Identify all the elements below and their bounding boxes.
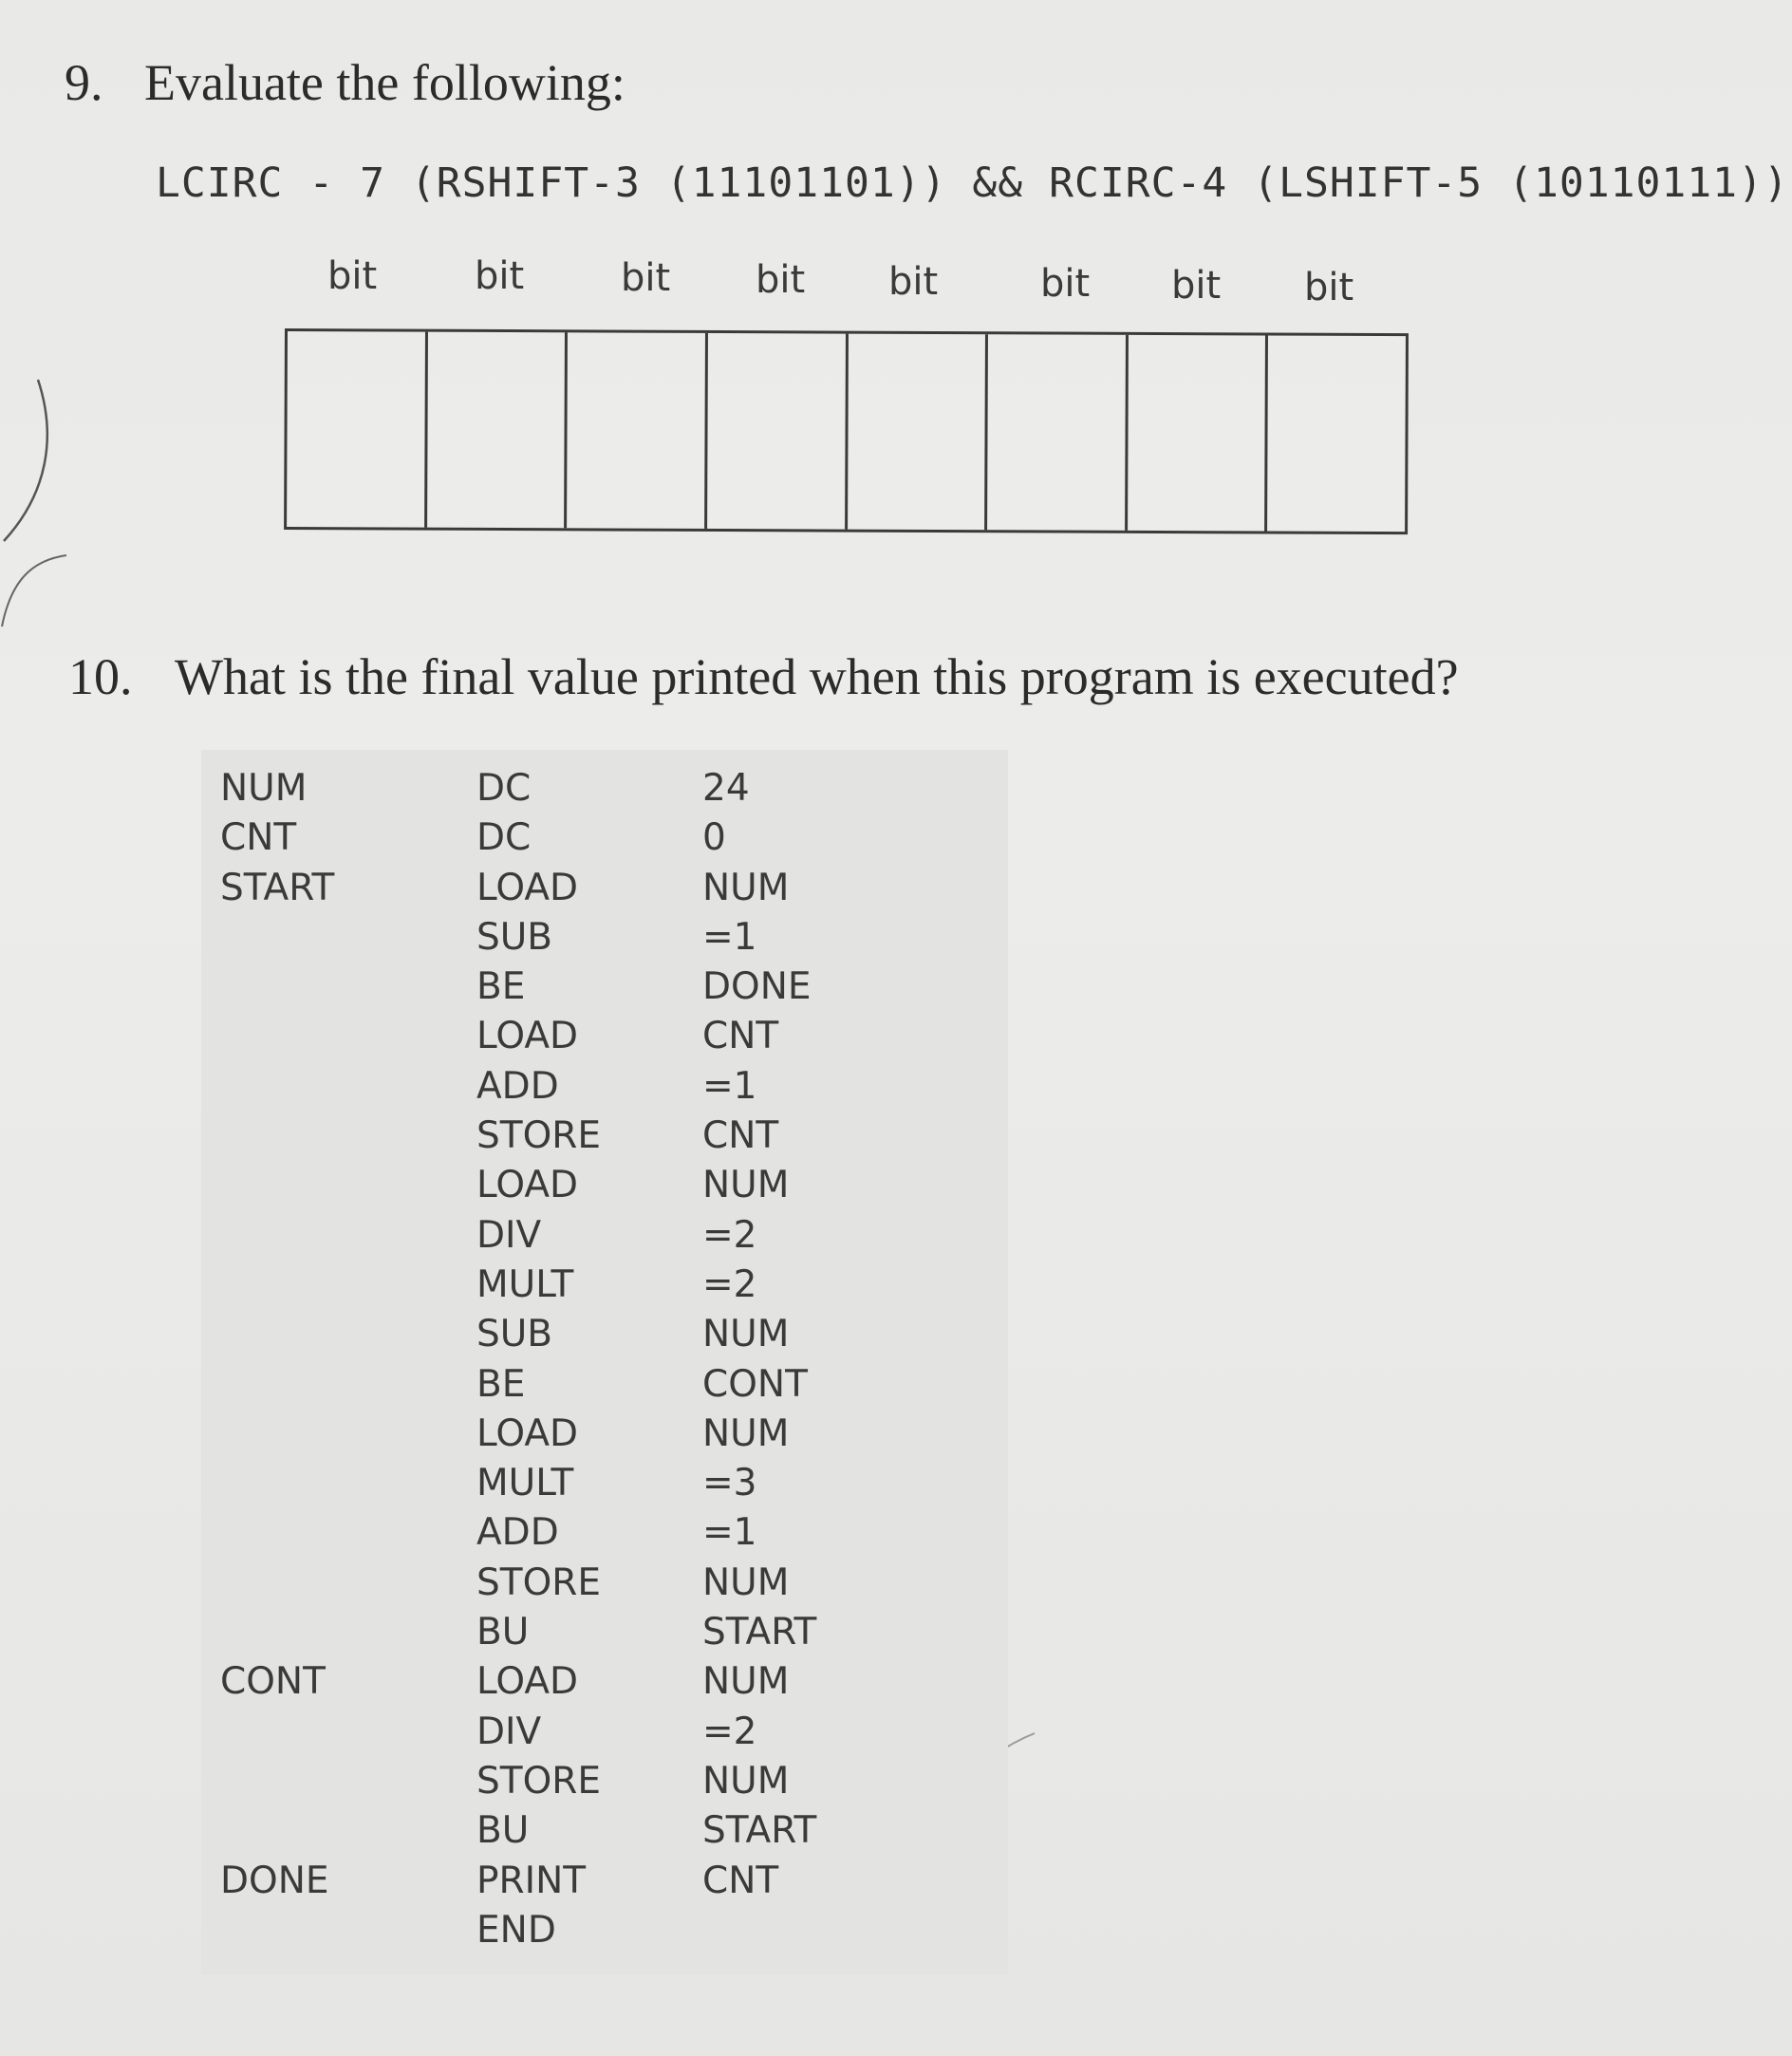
- bit-label: bit: [1040, 262, 1091, 306]
- line-operand: CNT: [702, 1015, 779, 1058]
- line-operand: =2: [702, 1710, 757, 1753]
- bit-box[interactable]: [427, 332, 569, 529]
- program-panel: [201, 750, 1008, 1974]
- bit-label: bit: [327, 254, 378, 298]
- line-opcode: MULT: [476, 1262, 574, 1306]
- line-operand: NUM: [702, 1164, 790, 1207]
- line-opcode: LOAD: [476, 866, 579, 909]
- line-opcode: SUB: [476, 1313, 553, 1356]
- line-opcode: BU: [476, 1809, 530, 1853]
- line-operand: 0: [702, 816, 726, 860]
- line-opcode: BE: [476, 965, 526, 1009]
- line-opcode: ADD: [476, 1511, 559, 1555]
- line-opcode: DIV: [476, 1213, 542, 1257]
- line-opcode: STORE: [476, 1114, 602, 1158]
- line-label: CNT: [220, 816, 297, 860]
- line-operand: DONE: [702, 965, 812, 1009]
- question-9-text: Evaluate the following:: [144, 54, 625, 111]
- bit-box[interactable]: [287, 331, 428, 528]
- line-operand: START: [702, 1809, 817, 1853]
- line-operand: START: [702, 1611, 817, 1654]
- line-operand: =1: [702, 915, 757, 959]
- line-opcode: MULT: [476, 1462, 574, 1505]
- line-operand: =3: [702, 1462, 757, 1505]
- bit-box[interactable]: [567, 332, 708, 529]
- line-opcode: LOAD: [476, 1015, 579, 1058]
- line-operand: NUM: [702, 1313, 790, 1356]
- question-9-heading: [65, 53, 625, 112]
- bit-labels-row: [285, 254, 1410, 311]
- line-label: NUM: [220, 767, 308, 810]
- line-opcode: SUB: [476, 915, 553, 959]
- question-10-heading: [68, 647, 1459, 706]
- line-opcode: STORE: [476, 1561, 602, 1604]
- bit-label: bit: [1171, 264, 1222, 308]
- line-opcode: BE: [476, 1362, 526, 1406]
- question-10-number: 10.: [68, 648, 133, 705]
- line-operand: =1: [702, 1511, 757, 1555]
- bit-label: bit: [621, 256, 671, 300]
- line-operand: =2: [702, 1213, 757, 1257]
- line-operand: NUM: [702, 1660, 790, 1704]
- line-opcode: ADD: [476, 1064, 559, 1108]
- bit-box[interactable]: [1267, 336, 1406, 533]
- line-opcode: END: [476, 1908, 556, 1952]
- bit-box[interactable]: [1128, 335, 1269, 532]
- bit-label: bit: [888, 260, 939, 304]
- line-operand: NUM: [702, 1759, 790, 1803]
- line-operand: NUM: [702, 866, 790, 909]
- bit-label: bit: [756, 258, 806, 302]
- line-operand: CONT: [702, 1362, 808, 1406]
- line-operand: CNT: [702, 1859, 779, 1902]
- line-opcode: STORE: [476, 1759, 602, 1803]
- bit-answer-boxes: [284, 328, 1409, 534]
- line-opcode: LOAD: [476, 1411, 579, 1455]
- line-operand: NUM: [702, 1411, 790, 1455]
- line-opcode: DC: [476, 767, 532, 810]
- line-opcode: BU: [476, 1611, 530, 1654]
- line-label: DONE: [220, 1859, 329, 1902]
- line-opcode: DC: [476, 816, 532, 860]
- margin-pencil-mark: [0, 361, 76, 645]
- line-opcode: PRINT: [476, 1859, 587, 1902]
- line-operand: =1: [702, 1064, 757, 1108]
- line-operand: CNT: [702, 1114, 779, 1158]
- question-10-text: What is the final value printed when this program is executed?: [175, 648, 1459, 705]
- bit-expression: LCIRC - 7 (RSHIFT-3 (11101101)) && RCIRC-4 (LSHIFT-5 (10110111)): [156, 159, 1789, 207]
- bit-box[interactable]: [987, 334, 1129, 531]
- line-opcode: DIV: [476, 1710, 542, 1753]
- line-operand: NUM: [702, 1561, 790, 1604]
- bit-label: bit: [1304, 266, 1354, 309]
- line-opcode: LOAD: [476, 1660, 579, 1704]
- bit-box[interactable]: [707, 333, 849, 530]
- bit-box[interactable]: [848, 334, 989, 531]
- line-opcode: LOAD: [476, 1164, 579, 1207]
- line-operand: 24: [702, 767, 750, 810]
- line-label: START: [220, 866, 335, 909]
- line-operand: =2: [702, 1262, 757, 1306]
- line-label: CONT: [220, 1660, 326, 1704]
- bit-label: bit: [475, 254, 525, 298]
- question-9-number: 9.: [65, 54, 103, 111]
